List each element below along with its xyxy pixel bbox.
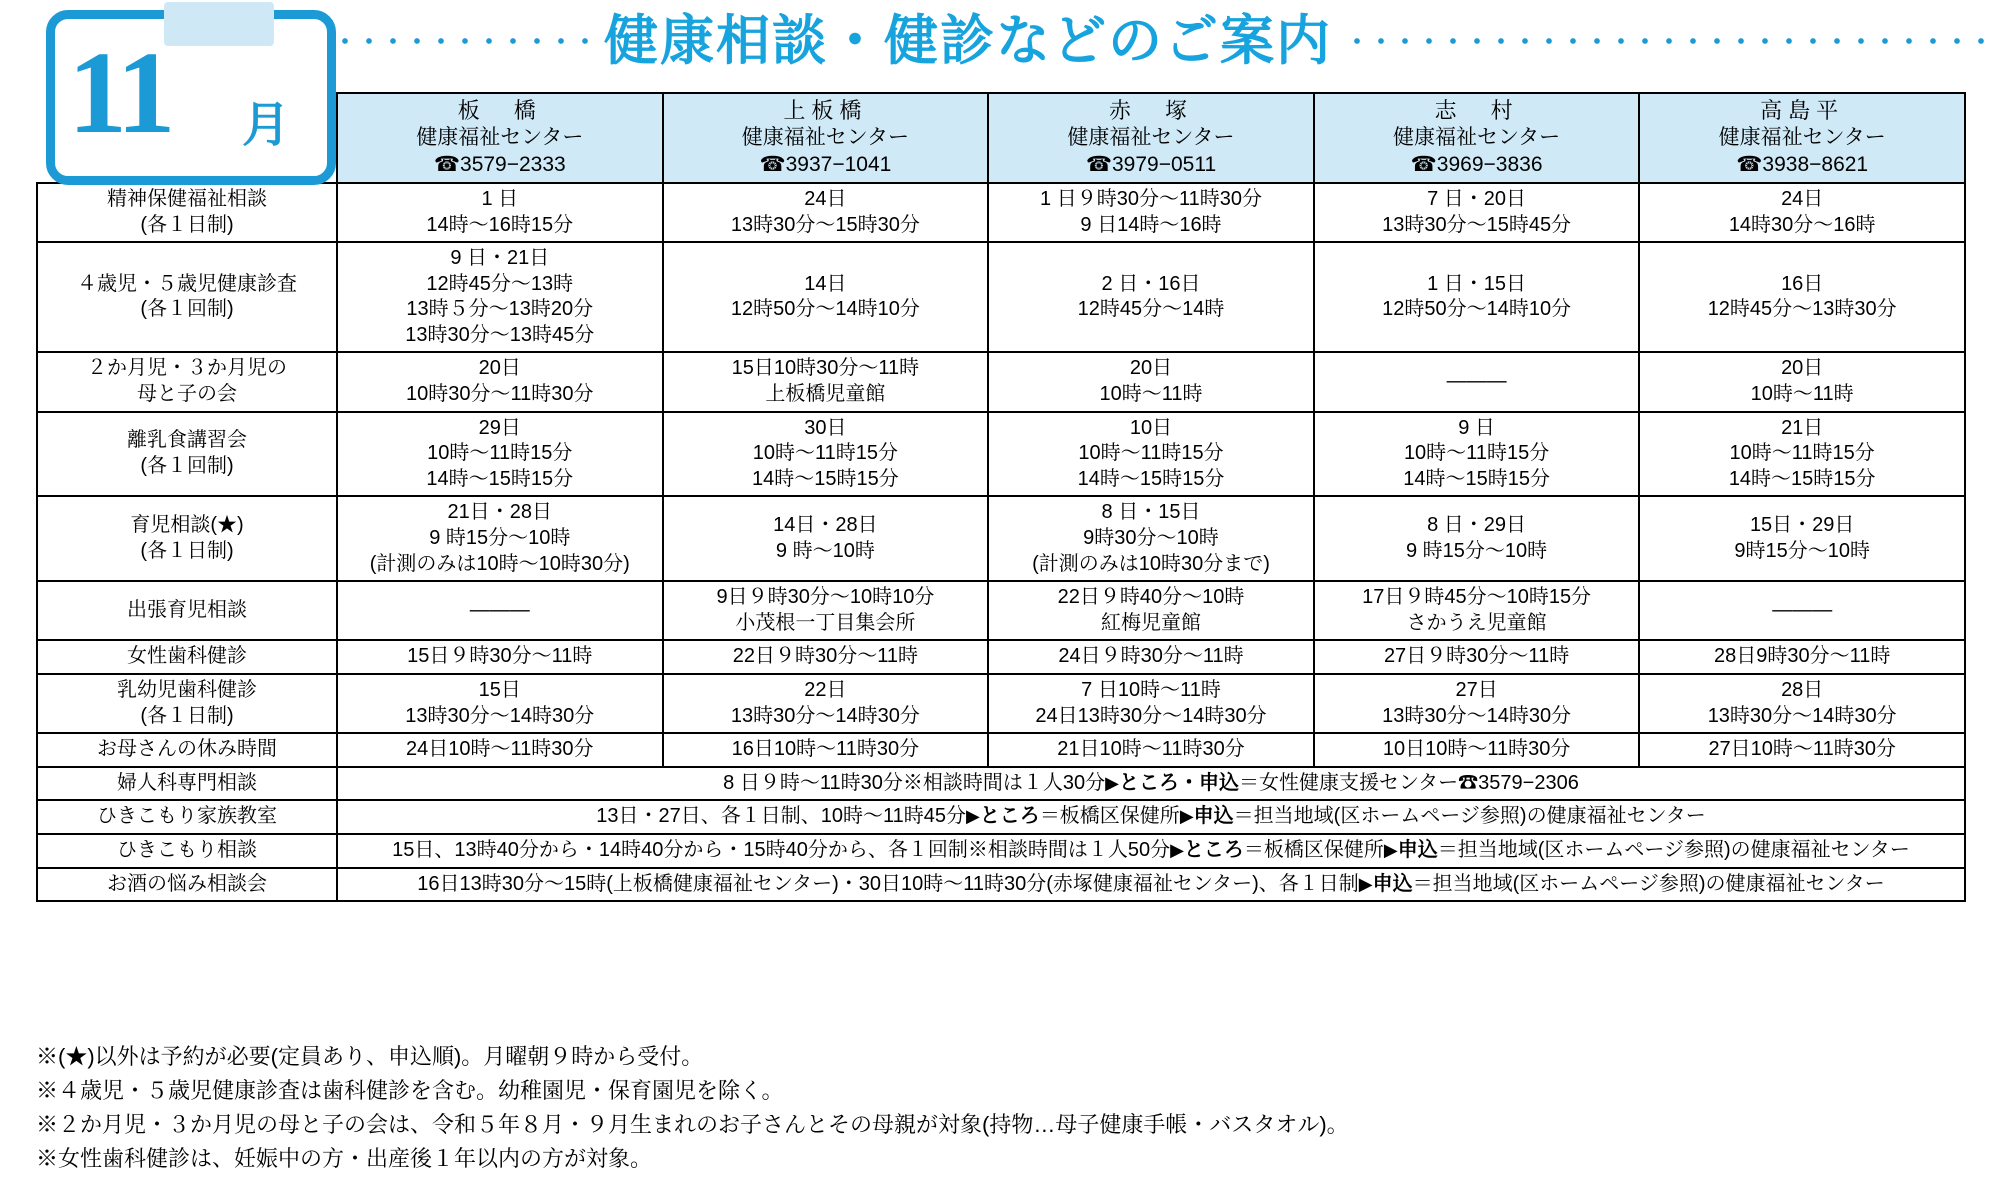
column-header-itabashi: [337, 93, 663, 183]
row-label: ４歳児・５歳児健康診査 (各１回制): [37, 242, 337, 352]
page-title: 健康相談・健診などのご案内: [604, 11, 1332, 71]
schedule-cell-wide: 16日13時30分〜15時(上板橋健康福祉センター)・30日10時〜11時30分(赤塚健康福祉センター)、各１日制▶申込＝担当地域(区ホームページ参照)の健康福祉センター: [337, 868, 1965, 902]
schedule-cell: 28日 13時30分〜14時30分: [1639, 674, 1965, 733]
row-label: 乳幼児歯科健診 (各１日制): [37, 674, 337, 733]
column-name: 志 村: [1434, 98, 1519, 123]
column-tel: ☎3937−1041: [759, 153, 892, 177]
table-row: [37, 496, 1965, 581]
table-row: [37, 242, 1965, 352]
schedule-cell: 8 日・15日 9時30分〜10時 (計測のみは10時30分まで): [988, 496, 1314, 581]
row-label: お酒の悩み相談会: [37, 868, 337, 902]
row-label: 女性歯科健診: [37, 640, 337, 674]
footnote-item: ※(★)以外は予約が必要(定員あり、申込順)。月曜朝９時から受付。: [36, 1044, 704, 1069]
column-tel: ☎3969−3836: [1410, 153, 1543, 177]
footnotes: [36, 1040, 1976, 1176]
column-header-shimura: [1314, 93, 1640, 183]
schedule-cell: ———: [337, 581, 663, 640]
schedule-cell: 16日10時〜11時30分: [663, 733, 989, 767]
month-unit: 月: [242, 99, 291, 152]
schedule-cell: 2 日・16日 12時45分〜14時: [988, 242, 1314, 352]
column-center: 健康福祉センター: [416, 126, 584, 150]
column-name: 高島平: [1760, 98, 1845, 123]
row-label: 離乳食講習会 (各１回制): [37, 412, 337, 497]
schedule-cell: 27日９時30分〜11時: [1314, 640, 1640, 674]
schedule-cell: 27日10時〜11時30分: [1639, 733, 1965, 767]
schedule-cell: 10日 10時〜11時15分 14時〜15時15分: [988, 412, 1314, 497]
table-row-wide: [37, 800, 1965, 834]
schedule-cell-wide: 15日、13時40分から・14時40分から・15時40分から、各１回制※相談時間は１人50分▶ところ＝板橋区保健所▶申込＝担当地域(区ホームページ参照)の健康福祉センター: [337, 834, 1965, 868]
footnote-item: ※２か月児・３か月児の母と子の会は、令和５年８月・９月生まれのお子さんとその母親が対象(持物…母子健康手帳・バスタオル)。: [36, 1112, 1349, 1138]
schedule-cell: 16日 12時45分〜13時30分: [1639, 242, 1965, 352]
schedule-cell: 24日 14時30分〜16時: [1639, 183, 1965, 242]
table-row: [37, 581, 1965, 640]
footnote-item: ※４歳児・５歳児健康診査は歯科健診を含む。幼稚園児・保育園児を除く。: [36, 1078, 784, 1104]
table-row: [37, 640, 1965, 674]
schedule-cell: 10日10時〜11時30分: [1314, 733, 1640, 767]
schedule-cell-wide: 13日・27日、各１日制、10時〜11時45分▶ところ＝板橋区保健所▶申込＝担当地域(区ホームページ参照)の健康福祉センター: [337, 800, 1965, 834]
schedule-cell: 24日 13時30分〜15時30分: [663, 183, 989, 242]
schedule-cell: ———: [1639, 581, 1965, 640]
schedule-cell: 30日 10時〜11時15分 14時〜15時15分: [663, 412, 989, 497]
schedule-cell: 9日９時30分〜10時10分 小茂根一丁目集会所: [663, 581, 989, 640]
schedule-table-wrapper: [36, 92, 1966, 902]
table-row-wide: [37, 767, 1965, 801]
column-name: 赤 塚: [1108, 98, 1193, 123]
title-row: [340, 4, 1992, 78]
column-tel: ☎3938−8621: [1736, 153, 1869, 177]
table-row: [37, 183, 1965, 242]
table-row: [37, 674, 1965, 733]
schedule-cell: 20日 10時30分〜11時30分: [337, 352, 663, 411]
schedule-cell: 1 日・15日 12時50分〜14時10分: [1314, 242, 1640, 352]
schedule-cell: 15日10時30分〜11時 上板橋児童館: [663, 352, 989, 411]
table-body: [37, 183, 1965, 901]
column-header-kamiitabashi: [663, 93, 989, 183]
schedule-cell: 8 日・29日 9 時15分〜10時: [1314, 496, 1640, 581]
schedule-cell: 21日 10時〜11時15分 14時〜15時15分: [1639, 412, 1965, 497]
column-center: 健康福祉センター: [1067, 126, 1235, 150]
schedule-cell-wide: 8 日９時〜11時30分※相談時間は１人30分▶ところ・申込＝女性健康支援センター☎3579−2306: [337, 767, 1965, 801]
row-label: ２か月児・３か月児の 母と子の会: [37, 352, 337, 411]
table-row: [37, 733, 1965, 767]
table-row-wide: [37, 834, 1965, 868]
column-center: 健康福祉センター: [1718, 126, 1886, 150]
schedule-cell: 24日９時30分〜11時: [988, 640, 1314, 674]
row-label: 精神保健福祉相談 (各１日制): [37, 183, 337, 242]
column-header-takashimadaira: [1639, 93, 1965, 183]
footnote-item: ※女性歯科健診は、妊娠中の方・出産後１年以内の方が対象。: [36, 1146, 653, 1172]
row-label: ひきこもり相談: [37, 834, 337, 868]
schedule-cell: 9 日・21日 12時45分〜13時 13時５分〜13時20分 13時30分〜13時45分: [337, 242, 663, 352]
schedule-cell: 15日 13時30分〜14時30分: [337, 674, 663, 733]
schedule-cell: 22日９時40分〜10時 紅梅児童館: [988, 581, 1314, 640]
column-center: 健康福祉センター: [741, 126, 909, 150]
schedule-cell: 24日10時〜11時30分: [337, 733, 663, 767]
schedule-cell: 15日・29日 9時15分〜10時: [1639, 496, 1965, 581]
month-badge: [46, 10, 336, 185]
schedule-table: [36, 92, 1966, 902]
column-name: 上板橋: [783, 98, 868, 123]
schedule-cell: 20日 10時〜11時: [988, 352, 1314, 411]
schedule-cell: 1 日９時30分〜11時30分 9 日14時〜16時: [988, 183, 1314, 242]
month-number: 11: [68, 27, 172, 158]
column-tel: ☎3979−0511: [1085, 153, 1217, 177]
schedule-cell: 22日９時30分〜11時: [663, 640, 989, 674]
schedule-cell: 7 日・20日 13時30分〜15時45分: [1314, 183, 1640, 242]
schedule-cell: 14日・28日 9 時〜10時: [663, 496, 989, 581]
row-label: 出張育児相談: [37, 581, 337, 640]
month-badge-tab: [164, 2, 274, 46]
schedule-cell: ———: [1314, 352, 1640, 411]
column-name: 板 橋: [457, 98, 542, 123]
schedule-cell: 28日9時30分〜11時: [1639, 640, 1965, 674]
dot-leader-right: [1346, 37, 1992, 45]
schedule-cell: 21日・28日 9 時15分〜10時 (計測のみは10時〜10時30分): [337, 496, 663, 581]
schedule-cell: 15日９時30分〜11時: [337, 640, 663, 674]
row-label: 婦人科専門相談: [37, 767, 337, 801]
schedule-cell: 17日９時45分〜10時15分 さかうえ児童館: [1314, 581, 1640, 640]
row-label: お母さんの休み時間: [37, 733, 337, 767]
schedule-cell: 29日 10時〜11時15分 14時〜15時15分: [337, 412, 663, 497]
schedule-cell: 22日 13時30分〜14時30分: [663, 674, 989, 733]
schedule-cell: 1 日 14時〜16時15分: [337, 183, 663, 242]
dot-leader-left: [340, 37, 590, 45]
schedule-cell: 7 日10時〜11時 24日13時30分〜14時30分: [988, 674, 1314, 733]
column-tel: ☎3579−2333: [433, 153, 566, 177]
table-row: [37, 352, 1965, 411]
table-row-wide: [37, 868, 1965, 902]
schedule-cell: 27日 13時30分〜14時30分: [1314, 674, 1640, 733]
row-label: 育児相談(★) (各１日制): [37, 496, 337, 581]
column-center: 健康福祉センター: [1392, 126, 1561, 150]
schedule-cell: 9 日 10時〜11時15分 14時〜15時15分: [1314, 412, 1640, 497]
schedule-cell: 14日 12時50分〜14時10分: [663, 242, 989, 352]
schedule-cell: 20日 10時〜11時: [1639, 352, 1965, 411]
row-label: ひきこもり家族教室: [37, 800, 337, 834]
column-header-akatsuka: [988, 93, 1314, 183]
schedule-cell: 21日10時〜11時30分: [988, 733, 1314, 767]
table-row: [37, 412, 1965, 497]
